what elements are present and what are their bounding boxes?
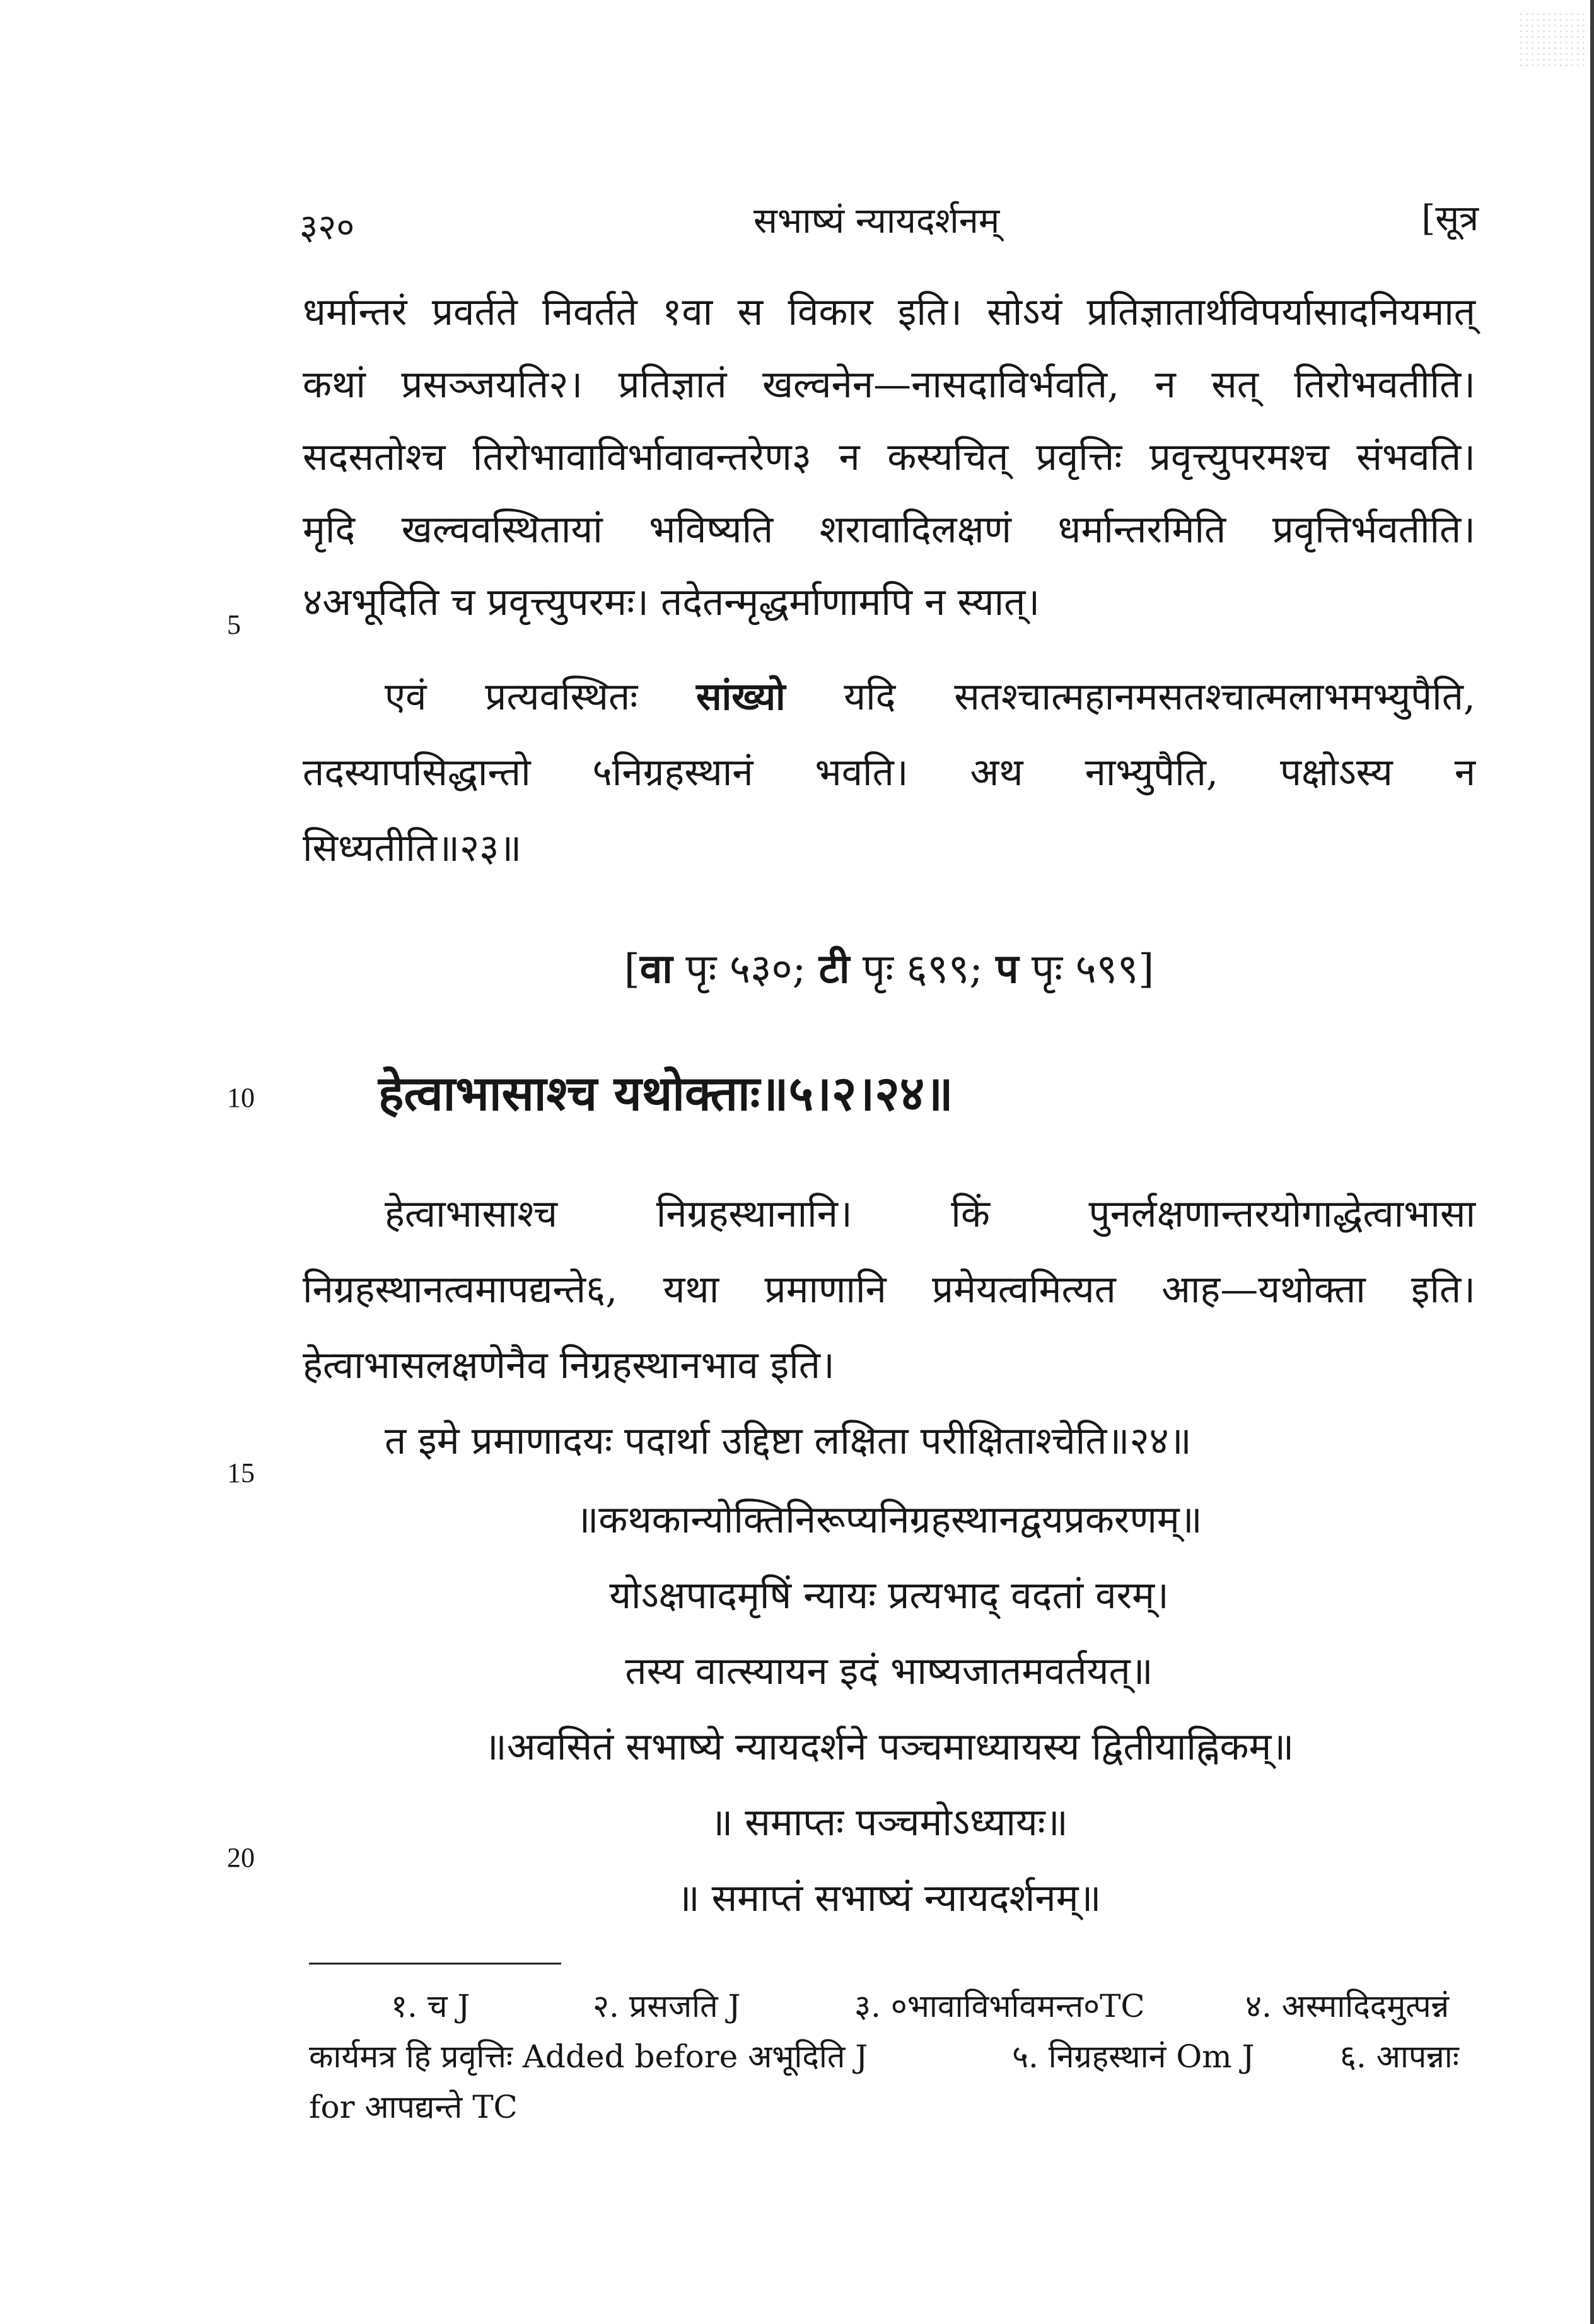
section-label: [सूत्र: [1421, 198, 1479, 239]
page-number: ३२०: [300, 207, 355, 248]
colophon-darshana: ॥ समाप्तं सभाष्यं न्यायदर्शनम्॥: [677, 1876, 1102, 1920]
ref-abbrev-ti: टी: [818, 945, 850, 993]
footnote-4: ४. अस्मादिदमुत्पन्नं: [1245, 1988, 1450, 2024]
footnote-2: २. प्रसजति J: [593, 1988, 741, 2024]
prakarana-title: ॥कथकान्योक्तिनिरूप्यनिग्रहस्थानद्वयप्रकरणम्॥: [576, 1498, 1202, 1542]
bold-term: सांख्यो: [696, 675, 786, 719]
running-title: सभाष्यं न्यायदर्शनम्: [753, 201, 1000, 242]
body-line-2: कथां प्रसञ्जयति२। प्रतिज्ञातं खल्वनेन—नासदाविर्भवति, न सत् तिरोभवतीति।: [303, 363, 1475, 407]
body-line-3: सदसतोश्च तिरोभावाविर्भावावन्तरेण३ न कस्यचित् प्रवृत्तिः प्रवृत्त्युपरमश्च संभवति।: [303, 435, 1475, 479]
verse-line-1: योऽक्षपादमृषिं न्यायः प्रत्यभाद् वदतां वरम्।: [609, 1574, 1169, 1618]
bracket: [: [624, 946, 640, 993]
commentary-line-2: निग्रहस्थानत्वमापद्यन्ते६, यथा प्रमाणानि प्रमेयत्वमित्यत आह—यथोक्ता इति।: [303, 1268, 1475, 1312]
footnote-6: ६. आपन्नाः: [1340, 2038, 1459, 2075]
footnote-1: १. च J: [391, 1988, 470, 2024]
ref-page: पृः ५३०;: [685, 946, 806, 993]
footnote-3: ३. ०भावाविर्भावमन्त०TC: [854, 1988, 1145, 2024]
footnote-rule: [309, 1963, 561, 1965]
line-number-20: 20: [227, 1842, 255, 1873]
colophon-ahnika: ॥अवसितं सभाष्ये न्यायदर्शने पञ्चमाध्यायस्य द्वितीयाह्निकम्॥: [484, 1725, 1294, 1769]
line-number-10: 10: [227, 1082, 255, 1113]
para2-line-2: तदस्यापसिद्धान्तो ५निग्रहस्थानं भवति। अथ नाभ्युपैति, पक्षोऽस्य न: [303, 750, 1475, 795]
commentary-line-3: हेत्वाभासलक्षणेनैव निग्रहस्थानभाव इति।: [303, 1343, 835, 1387]
commentary-reference: [303, 940, 1475, 995]
page-edge: [1590, 0, 1594, 2324]
ref-abbrev-pa: प: [996, 945, 1019, 993]
line-number-15: 15: [227, 1457, 255, 1488]
footnote-4-continued: कार्यमत्र हि प्रवृत्तिः Added before अभूदिति J: [309, 2038, 868, 2075]
para2-text: एवं प्रत्यवस्थितः: [385, 675, 638, 719]
ref-page: पृः ५९९]: [1031, 946, 1155, 993]
page-header: [300, 189, 1479, 246]
colophon-adhyaya: ॥ समाप्तः पञ्चमोऽध्यायः॥: [710, 1801, 1068, 1845]
commentary-line-1: हेत्वाभासाश्च निग्रहस्थानानि। किं पुनर्लक्षणान्तरयोगाद्धेत्वाभासा: [385, 1192, 1475, 1236]
line-number-5: 5: [227, 609, 241, 640]
para2-line-3: सिध्यतीति॥२३॥: [303, 826, 522, 870]
sutra-heading: हेत्वाभासाश्च यथोक्ताः॥५।२।२४॥: [378, 1065, 953, 1121]
para2-line-1: [303, 669, 1475, 725]
footnote-6-continued: for आपद्यन्ते TC: [309, 2089, 518, 2125]
body-line-4: मृदि खल्ववस्थितायां भविष्यति शरावादिलक्षणं धर्मान्तरमिति प्रवृत्तिर्भवतीति।: [303, 508, 1475, 552]
body-line-1: धर्मान्तरं प्रवर्तते निवर्तते १वा स विकार इति। सोऽयं प्रतिज्ञातार्थविपर्यासादनियमात्: [303, 290, 1475, 334]
footnote-5: ५. निग्रहस्थानं Om J: [1012, 2038, 1255, 2075]
ref-abbrev-va: वा: [639, 945, 673, 993]
verse-line-2: तस्य वात्स्यायन इदं भाष्यजातमवर्तयत्॥: [625, 1649, 1153, 1693]
para2-text: यदि सतश्चात्महानमसतश्चात्मलाभमभ्युपैति,: [844, 675, 1475, 719]
ref-page: पृः ६९९;: [862, 946, 983, 993]
scan-noise: [1518, 11, 1588, 68]
commentary-line-4: त इमे प्रमाणादयः पदार्था उद्दिष्टा लक्षिता परीक्षिताश्चेति॥२४॥: [385, 1419, 1192, 1463]
body-line-5: ४अभूदिति च प्रवृत्त्युपरमः। तदेतन्मृद्धर्माणामपि न स्यात्।: [303, 580, 1040, 624]
